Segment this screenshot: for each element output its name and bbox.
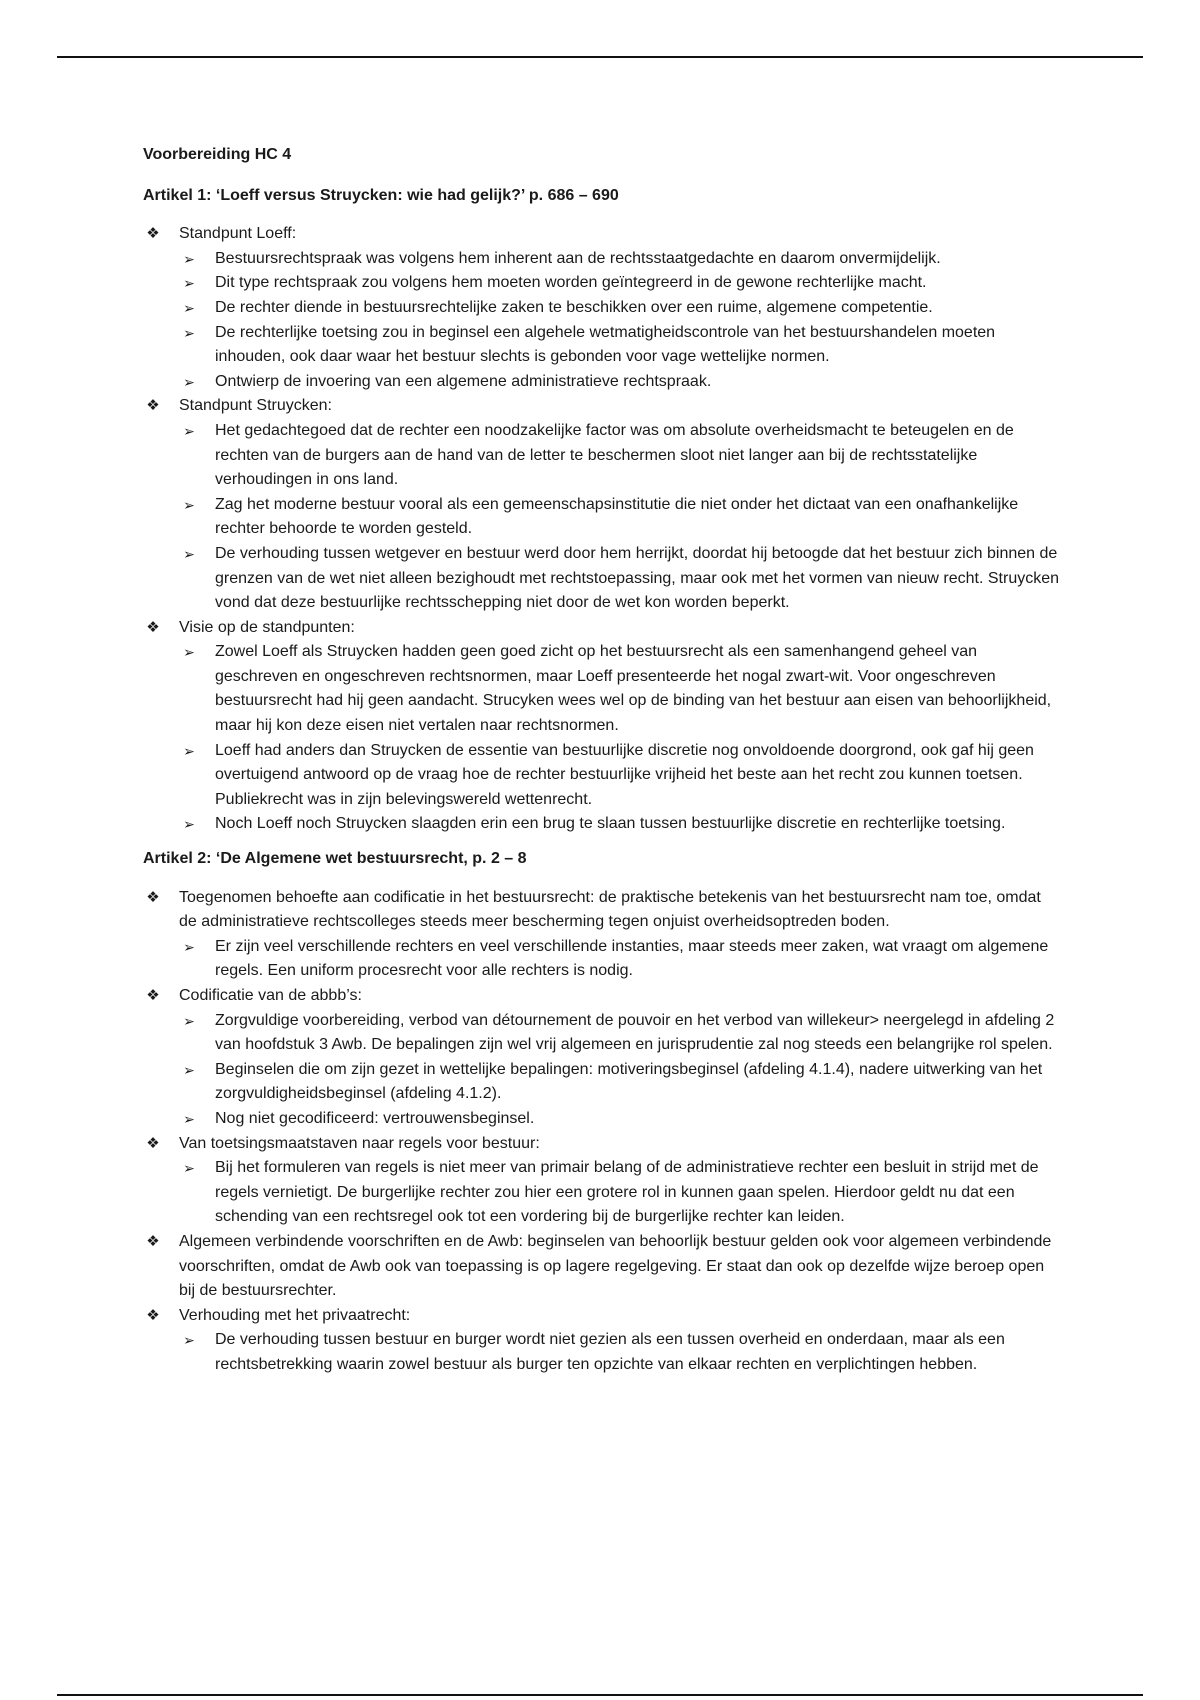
sub-list-item (179, 296, 1063, 321)
sub-list-item (179, 1009, 1063, 1058)
sub-list-item-text: Ontwierp de invoering van een algemene administratieve rechtspraak. (215, 372, 712, 390)
sub-list (179, 640, 1063, 837)
sub-list (179, 247, 1063, 395)
list-item (143, 1304, 1063, 1378)
arrow-bullet-icon: ➢ (183, 545, 195, 562)
list-item-text: Standpunt Struycken: (179, 397, 332, 415)
list-item-text: Van toetsingsmaatstaven naar regels voor bestuur: (179, 1134, 540, 1152)
section-2-list (143, 886, 1063, 1378)
diamond-bullet-icon: ❖ (146, 225, 160, 243)
sub-list-item (179, 1156, 1063, 1230)
sub-list-item-text: Het gedachtegoed dat de rechter een noodzakelijke factor was om absolute overheidsmacht te beteugelen en de rechten van de burgers aan de hand van de letter te beschermen sloot niet langer aan bij de rechtsstatelijke verhoudingen in ons land. (215, 421, 1014, 489)
sub-list-item (179, 640, 1063, 738)
sub-list-item (179, 271, 1063, 296)
arrow-bullet-icon: ➢ (183, 938, 195, 955)
sub-list-item-text: Er zijn veel verschillende rechters en veel verschillende instanties, maar steeds meer zaken, wat vraagt om algemene regels. Een uniform procesrecht voor alle rechters is nodig. (215, 937, 1049, 980)
sub-list-item (179, 1328, 1063, 1377)
sub-list-item-text: De rechter diende in bestuursrechtelijke zaken te beschikken over een ruime, algemene competentie. (215, 298, 933, 316)
sub-list-item-text: Zowel Loeff als Struycken hadden geen goed zicht op het bestuursrecht als een samenhangend geheel van geschreven en ongeschreven rechtsnormen, maar Loeff presenteerde het nogal zwart-wit. Voor ongeschreven bestuursrecht had hij geen aandacht. Strucyken wees wel op de binding van het bestuur aan eisen van behoorlijkheid, maar hij kon deze eisen niet vertalen naar rechtsnormen. (215, 643, 1052, 735)
sub-list (179, 1328, 1063, 1377)
list-item-text: Codificatie van de abbb’s: (179, 987, 362, 1004)
sub-list-item (179, 370, 1063, 395)
arrow-bullet-icon: ➢ (183, 496, 195, 513)
sub-list-item (179, 419, 1063, 493)
arrow-bullet-icon: ➢ (183, 373, 195, 390)
sub-list-item-text: Noch Loeff noch Struycken slaagden erin een brug te slaan tussen bestuurlijke discretie en rechterlijke toetsing. (215, 815, 1006, 833)
list-item (143, 1132, 1063, 1230)
arrow-bullet-icon: ➢ (183, 1332, 195, 1349)
sub-list-item (179, 1058, 1063, 1107)
diamond-bullet-icon: ❖ (146, 1306, 160, 1324)
list-item (143, 984, 1063, 1132)
sub-list-item (179, 321, 1063, 370)
list-item-text: Verhouding met het privaatrecht: (179, 1306, 411, 1324)
arrow-bullet-icon: ➢ (183, 742, 195, 759)
diamond-bullet-icon: ❖ (146, 1232, 160, 1250)
document-body (143, 143, 1063, 1388)
arrow-bullet-icon: ➢ (183, 422, 195, 439)
diamond-bullet-icon: ❖ (146, 888, 160, 906)
sub-list-item-text: Beginselen die om zijn gezet in wettelijke bepalingen: motiveringsbeginsel (afdeling 4.1.4), nadere uitwerking van het zorgvuldigheidsbeginsel (afdeling 4.1.2). (215, 1060, 1043, 1103)
arrow-bullet-icon: ➢ (183, 1110, 195, 1127)
footer-rule (57, 1694, 1143, 1696)
diamond-bullet-icon: ❖ (146, 1134, 160, 1152)
arrow-bullet-icon: ➢ (183, 1012, 195, 1029)
section-1-list (143, 222, 1063, 837)
list-item-text: Standpunt Loeff: (179, 225, 297, 243)
header-rule (57, 56, 1143, 58)
section-heading-artikel-1: Artikel 1: ‘Loeff versus Struycken: wie had gelijk?’ p. 686 – 690 (143, 186, 619, 204)
sub-list-item (179, 542, 1063, 616)
document-title: Voorbereiding HC 4 (143, 146, 292, 163)
arrow-bullet-icon: ➢ (183, 250, 195, 267)
sub-list-item (179, 1107, 1063, 1132)
sub-list-item-text: Bestuursrechtspraak was volgens hem inherent aan de rechtsstaatgedachte en daarom onvermijdelijk. (215, 249, 941, 267)
list-item-text: Visie op de standpunten: (179, 618, 355, 636)
arrow-bullet-icon: ➢ (183, 275, 195, 292)
sub-list-item (179, 812, 1063, 837)
sub-list-item-text: De rechterlijke toetsing zou in beginsel een algehele wetmatigheidscontrole van het bestuurshandelen moeten inhouden, ook daar waar het bestuur slechts is gebonden voor vage wettelijke normen. (215, 323, 996, 366)
sub-list (179, 1156, 1063, 1230)
sub-list-item (179, 739, 1063, 813)
diamond-bullet-icon: ❖ (146, 987, 160, 1004)
arrow-bullet-icon: ➢ (183, 299, 195, 316)
sub-list-item-text: Bij het formuleren van regels is niet meer van primair belang of de administratieve rechter een besluit in strijd met de regels vernietigt. De burgerlijke rechter zou hier een grotere rol in kunnen gaan spelen. Hierdoor geldt nu dat een schending van een rechtsregel ook tot een vordering bij de burgerlijke rechter kan leiden. (215, 1159, 1039, 1226)
diamond-bullet-icon: ❖ (146, 397, 160, 415)
sub-list (179, 419, 1063, 616)
sub-list-item-text: De verhouding tussen bestuur en burger wordt niet gezien als een tussen overheid en onderdaan, maar als een rechtsbetrekking waarin zowel bestuur als burger ten opzichte van elkaar rechten en verplichtingen hebben. (215, 1331, 1005, 1373)
sub-list-item-text: Zorgvuldige voorbereiding, verbod van détournement de pouvoir en het verbod van willekeur> neergelegd in afdeling 2 van hoofdstuk 3 Awb. De bepalingen zijn wel vrij algemeen en jurisprudentie zal nog steeds een belangrijke rol spelen. (215, 1011, 1055, 1054)
section-heading-artikel-2: Artikel 2: ‘De Algemene wet bestuursrecht, p. 2 – 8 (143, 850, 527, 868)
list-item (143, 222, 1063, 394)
sub-list (179, 1009, 1063, 1132)
arrow-bullet-icon: ➢ (183, 644, 195, 661)
sub-list (179, 935, 1063, 984)
list-item (143, 1230, 1063, 1304)
list-item (143, 886, 1063, 984)
arrow-bullet-icon: ➢ (183, 1160, 195, 1177)
list-item-text: Algemeen verbindende voorschriften en de Awb: beginselen van behoorlijk bestuur gelden ook voor algemeen verbindende voorschriften, omdat de Awb ook van toepassing is op lagere regelgeving. Er staat dan ook op dezelfde wijze beroep open bij de bestuursrechter. (179, 1232, 1052, 1300)
sub-list-item-text: Loeff had anders dan Struycken de essentie van bestuurlijke discretie nog onvoldoende doorgrond, ook gaf hij geen overtuigend antwoord op de vraag hoe de rechter bestuurlijke vrijheid het beste aan het recht zou kunnen toetsen. Publiekrecht was in zijn belevingswereld wettenrecht. (215, 741, 1034, 808)
sub-list-item (179, 247, 1063, 272)
sub-list-item (179, 935, 1063, 984)
sub-list-item-text: De verhouding tussen wetgever en bestuur werd door hem herrijkt, doordat hij betoogde dat het bestuur zich binnen de grenzen van de wet niet alleen bezighoudt met rechtstoepassing, maar ook met het vormen van nieuw recht. Struycken vond dat deze bestuurlijke rechtsschepping niet door de wet kon worden beperkt. (215, 544, 1060, 612)
sub-list-item (179, 493, 1063, 542)
sub-list-item-text: Nog niet gecodificeerd: vertrouwensbeginsel. (215, 1109, 535, 1127)
sub-list-item-text: Dit type rechtspraak zou volgens hem moeten worden geïntegreerd in de gewone rechterlijke macht. (215, 274, 927, 292)
list-item-text: Toegenomen behoefte aan codificatie in het bestuursrecht: de praktische betekenis van het bestuursrecht nam toe, omdat de administratieve rechtscolleges steeds meer bescherming tegen onjuist overheidsoptreden boden. (179, 888, 1041, 931)
list-item (143, 394, 1063, 615)
arrow-bullet-icon: ➢ (183, 324, 195, 341)
list-item (143, 616, 1063, 837)
sub-list-item-text: Zag het moderne bestuur vooral als een gemeenschapsinstitutie die niet onder het dictaat van een onafhankelijke rechter behoorde te worden gesteld. (215, 495, 1019, 538)
arrow-bullet-icon: ➢ (183, 1061, 195, 1078)
diamond-bullet-icon: ❖ (146, 618, 160, 636)
arrow-bullet-icon: ➢ (183, 816, 195, 833)
